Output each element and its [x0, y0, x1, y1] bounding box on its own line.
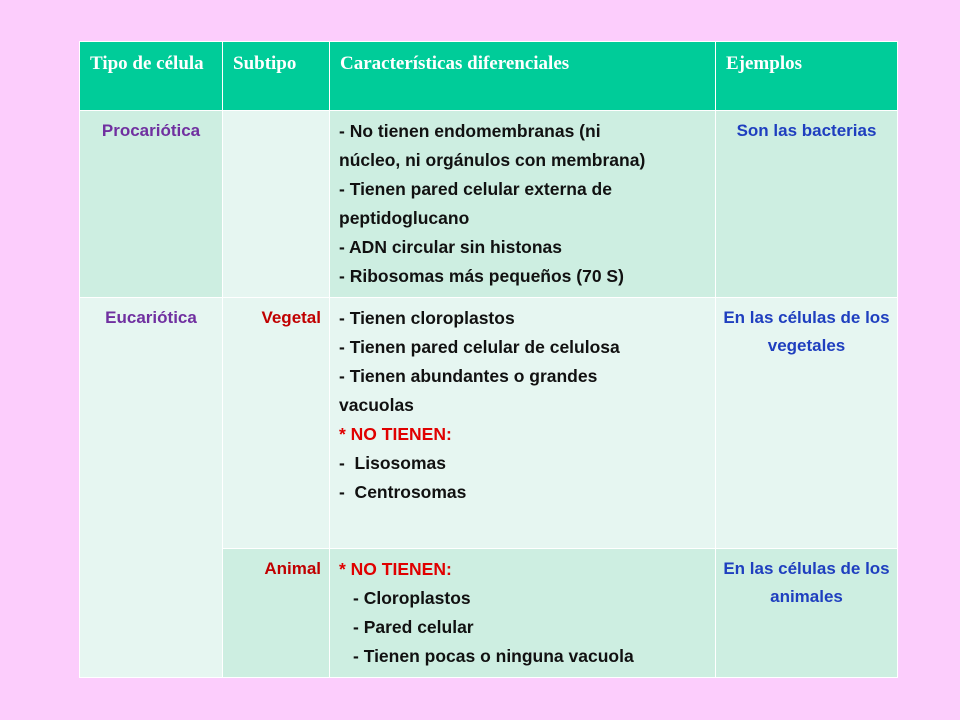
type-eucariotica: Eucariótica	[80, 298, 223, 678]
table-row-vegetal	[80, 298, 898, 549]
feature-line: - Tienen pared celular externa de	[339, 179, 612, 199]
example-vegetal: En las células de los vegetales	[716, 298, 898, 549]
header-ejemplos: Ejemplos	[716, 42, 898, 111]
cell-types-table	[79, 41, 898, 678]
subtype-animal: Animal	[223, 549, 330, 678]
features-animal	[330, 549, 716, 678]
feature-line: - Lisosomas	[339, 453, 446, 473]
features-procariotica	[330, 111, 716, 298]
feature-line: - Cloroplastos	[353, 588, 471, 608]
feature-line: peptidoglucano	[339, 208, 470, 228]
feature-line: - No tienen endomembranas (ni	[339, 121, 601, 141]
feature-line-no-tienen: * NO TIENEN:	[339, 424, 452, 444]
feature-line: vacuolas	[339, 395, 414, 415]
feature-line: - Tienen abundantes o grandes	[339, 366, 598, 386]
feature-line: - Pared celular	[353, 617, 474, 637]
feature-line: - Tienen pared celular de celulosa	[339, 337, 620, 357]
feature-line: - ADN circular sin histonas	[339, 237, 563, 257]
feature-line: - Ribosomas más pequeños (70 S)	[339, 266, 624, 286]
example-procariotica: Son las bacterias	[716, 111, 898, 298]
feature-line: - Tienen pocas o ninguna vacuola	[353, 646, 634, 666]
feature-line: núcleo, ni orgánulos con membrana)	[339, 150, 646, 170]
example-animal: En las células de los animales	[716, 549, 898, 678]
header-tipo-celula: Tipo de célula	[80, 42, 223, 111]
type-procariotica: Procariótica	[80, 111, 223, 298]
feature-line: - Tienen cloroplastos	[339, 308, 515, 328]
header-row	[80, 42, 898, 111]
subtype-procariotica-empty	[223, 111, 330, 298]
feature-line: - Centrosomas	[339, 482, 467, 502]
header-subtipo: Subtipo	[223, 42, 330, 111]
header-caracteristicas: Características diferenciales	[330, 42, 716, 111]
table-row-procariotica	[80, 111, 898, 298]
feature-line-no-tienen: * NO TIENEN:	[339, 559, 452, 579]
subtype-vegetal: Vegetal	[223, 298, 330, 549]
features-vegetal	[330, 298, 716, 549]
